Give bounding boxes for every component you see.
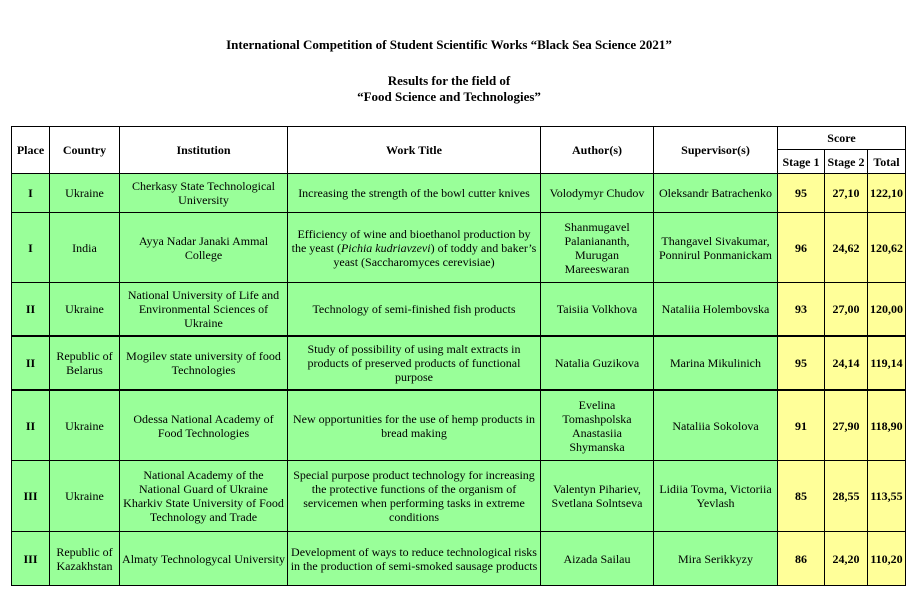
cell-total: 110,20: [868, 532, 906, 586]
cell-place: II: [12, 336, 50, 390]
cell-place: III: [12, 532, 50, 586]
cell-authors: Natalia Guzikova: [541, 336, 654, 390]
cell-stage2: 27,90: [825, 390, 868, 461]
col-header-place: Place: [12, 127, 50, 174]
cell-supervisors: Thangavel Sivakumar, Ponnirul Ponmanickam: [654, 213, 778, 283]
cell-place: I: [12, 213, 50, 283]
cell-supervisors: Lidiia Tovma, Victoriia Yevlash: [654, 461, 778, 532]
cell-authors: Aizada Sailau: [541, 532, 654, 586]
cell-total: 120,62: [868, 213, 906, 283]
table-row: [12, 213, 906, 283]
col-header-authors: Author(s): [541, 127, 654, 174]
cell-total: 119,14: [868, 336, 906, 390]
cell-total: 122,10: [868, 174, 906, 213]
cell-authors: Shanmugavel Palaniananth, Murugan Mareeswaran: [541, 213, 654, 283]
cell-place: II: [12, 283, 50, 337]
col-header-institution: Institution: [120, 127, 288, 174]
cell-institution: Ayya Nadar Janaki Ammal College: [120, 213, 288, 283]
cell-total: 120,00: [868, 283, 906, 337]
cell-supervisors: Marina Mikulinich: [654, 336, 778, 390]
work-title-part: ) of toddy and baker’s yeast (Saccharomyces cerevisiae): [333, 240, 537, 269]
cell-stage1: 91: [778, 390, 825, 461]
cell-stage2: 28,55: [825, 461, 868, 532]
cell-place: III: [12, 461, 50, 532]
col-header-total: Total: [868, 150, 906, 174]
work-title-italic-part: Pichia kudriavzevi: [340, 240, 431, 255]
col-header-country: Country: [50, 127, 120, 174]
cell-country: Ukraine: [50, 174, 120, 213]
cell-stage1: 95: [778, 174, 825, 213]
cell-stage2: 27,10: [825, 174, 868, 213]
cell-place: II: [12, 390, 50, 461]
cell-stage1: 86: [778, 532, 825, 586]
table-row: [12, 532, 906, 586]
table-row: [12, 390, 906, 461]
cell-institution: Almaty Technologycal University: [120, 532, 288, 586]
cell-work-title: Increasing the strength of the bowl cutter knives: [288, 174, 541, 213]
cell-country: Republic of Belarus: [50, 336, 120, 390]
cell-supervisors: Nataliia Sokolova: [654, 390, 778, 461]
cell-institution: National University of Life and Environmental Sciences of Ukraine: [120, 283, 288, 337]
cell-stage2: 24,20: [825, 532, 868, 586]
cell-place: I: [12, 174, 50, 213]
cell-authors: Taisiia Volkhova: [541, 283, 654, 337]
cell-work-title: Study of possibility of using malt extracts in products of preserved products of functional purpose: [288, 336, 541, 390]
cell-total: 118,90: [868, 390, 906, 461]
document-subtitle-line2: “Food Science and Technologies”: [357, 89, 541, 104]
cell-supervisors: Mira Serikkyzy: [654, 532, 778, 586]
table-row: [12, 174, 906, 213]
cell-supervisors: Nataliia Holembovska: [654, 283, 778, 337]
cell-country: Republic of Kazakhstan: [50, 532, 120, 586]
cell-stage1: 95: [778, 336, 825, 390]
col-header-score: Score: [778, 127, 906, 150]
cell-work-title: Special purpose product technology for increasing the protective functions of the organism of servicemen when performing tasks in extreme conditions: [288, 461, 541, 532]
cell-country: Ukraine: [50, 390, 120, 461]
cell-authors: Evelina Tomashpolska Anastasiia Shymanska: [541, 390, 654, 461]
col-header-supervisors: Supervisor(s): [654, 127, 778, 174]
cell-work-title: New opportunities for the use of hemp products in bread making: [288, 390, 541, 461]
cell-country: Ukraine: [50, 461, 120, 532]
cell-stage1: 96: [778, 213, 825, 283]
cell-stage2: 24,14: [825, 336, 868, 390]
cell-institution: Odessa National Academy of Food Technologies: [120, 390, 288, 461]
col-header-work-title: Work Title: [288, 127, 541, 174]
cell-institution: Mogilev state university of food Technologies: [120, 336, 288, 390]
work-title-part: Efficiency of wine and bioethanol production by the yeast (: [291, 226, 531, 255]
cell-country: Ukraine: [50, 283, 120, 337]
cell-stage1: 85: [778, 461, 825, 532]
table-row: [12, 283, 906, 337]
cell-total: 113,55: [868, 461, 906, 532]
cell-supervisors: Oleksandr Batrachenko: [654, 174, 778, 213]
document-title: International Competition of Student Scientific Works “Black Sea Science 2021”: [226, 37, 672, 52]
col-header-stage1: Stage 1: [778, 150, 825, 174]
cell-institution: Cherkasy State Technological University: [120, 174, 288, 213]
table-row: [12, 336, 906, 390]
cell-work-title: Technology of semi-finished fish products: [288, 283, 541, 337]
cell-work-title: [288, 213, 541, 283]
cell-authors: Valentyn Pihariev, Svetlana Solntseva: [541, 461, 654, 532]
cell-work-title: Development of ways to reduce technological risks in the production of semi-smoked sausage products: [288, 532, 541, 586]
document-subtitle-line1: Results for the field of: [387, 73, 511, 88]
table-row: [12, 461, 906, 532]
cell-institution: National Academy of the National Guard of Ukraine Kharkiv State University of Food Technology and Trade: [120, 461, 288, 532]
cell-stage2: 24,62: [825, 213, 868, 283]
col-header-stage2: Stage 2: [825, 150, 868, 174]
cell-country: India: [50, 213, 120, 283]
cell-stage2: 27,00: [825, 283, 868, 337]
cell-authors: Volodymyr Chudov: [541, 174, 654, 213]
results-table: [11, 126, 906, 586]
cell-stage1: 93: [778, 283, 825, 337]
